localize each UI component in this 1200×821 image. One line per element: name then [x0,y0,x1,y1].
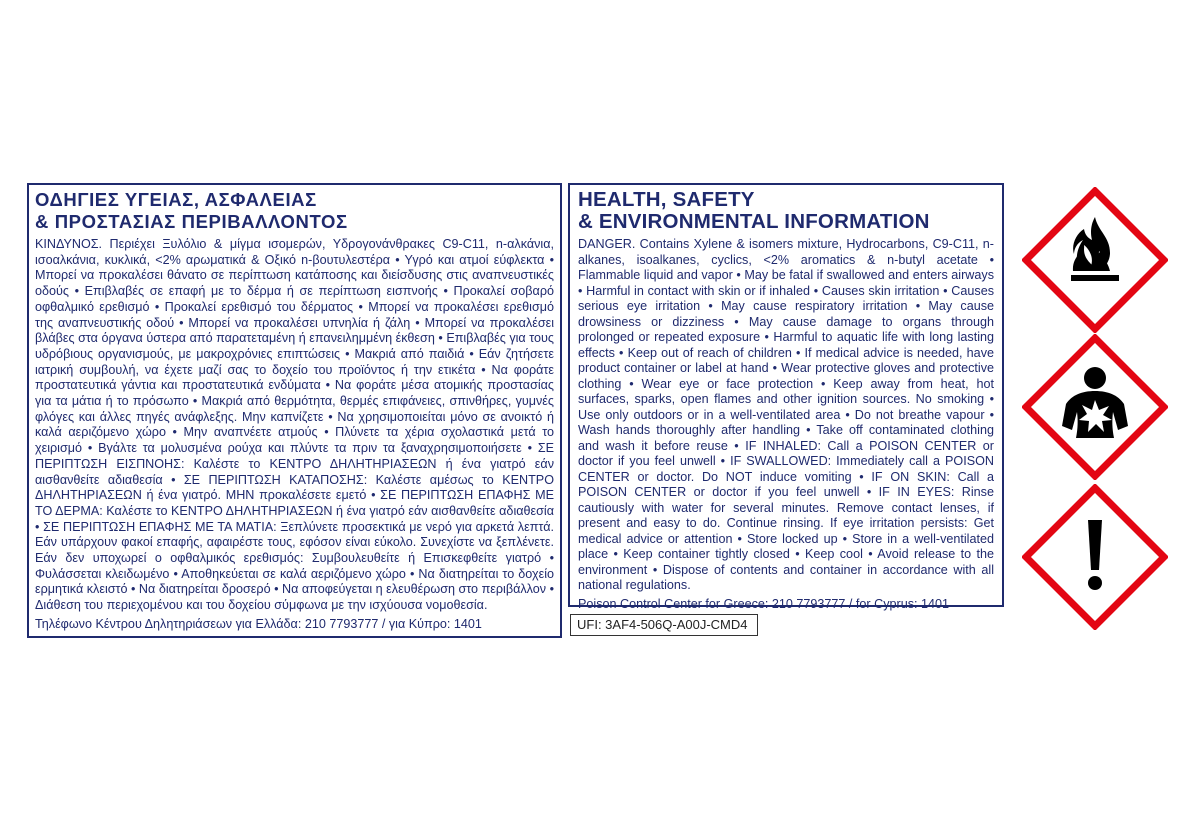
greek-title [35,189,554,233]
greek-body-text: ΚΙΝΔΥΝΟΣ. Περιέχει Ξυλόλιο & μίγμα ισομερών, Υδρογονάνθρακες C9-C11, n-αλκάνια, ισοαλκάνια, κυκλικά, <2% αρωματικά & Οξικό n-βουτυλεστέρα • Υγρό και ατμοί εύφλεκτα • Μπορεί να προκαλέσει θάνατο σε περίπτωση κατάποσης και διείσδυσης στις αναπνευστικές οδούς • Επιβλαβές σε επαφή με το δέρμα ή σε περίπτωση εισπνοής • Προκαλεί σοβαρό οφθαλμικό ερεθισμό • Προκαλεί ερεθισμό του δέρματος • Μπορεί να προκαλέσει ερεθισμό της αναπνευστικής οδού • Μπορεί να προκαλέσει υπνηλία ή ζάλη • Μπορεί να προκαλέσει βλάβες στα όργανα ύστερα από παρατεταμένη ή επανειλημμένη έκθεση • Επιβλαβές για τους υδρόβιους οργανισμούς, με μακροχρόνιες επιπτώσεις • Μακριά από παιδιά • Εάν ζητήσετε ιατρική συμβουλή, να έχετε μαζί σας το δοχείο του προϊόντος ή την ετικέτα • Να φοράτε προστατευτικά γάντια και προστατευτικά ενδύματα • Να φοράτε μέσα ατομικής προστασίας για τα μάτια ή το πρόσωπο • Μακριά από θερμότητα, θερμές επιφάνειες, σπινθήρες, γυμνές φλόγες και άλλες πηγές ανάφλεξης. Μην καπνίζετε • Να χρησιμοποιείται μόνο σε ανοικτό ή καλά αεριζόμενο χώρο • Μην αναπνέετε ατμούς • Πλύνετε τα χέρια σχολαστικά μετά το χειρισμό • Βγάλτε τα μολυσμένα ρούχα και πλύντε τα πριν τα ξαναχρησιμοποιήσετε • ΣΕ ΠΕΡΙΠΤΩΣΗ ΕΙΣΠΝΟΗΣ: Καλέστε το ΚΕΝΤΡΟ ΔΗΛΗΤΗΡΙΑΣΕΩΝ ή ένα γιατρό εάν αισθανθείτε αδιαθεσία • ΣΕ ΠΕΡΙΠΤΩΣΗ ΚΑΤΑΠΟΣΗΣ: Καλέστε αμέσως το ΚΕΝΤΡΟ ΔΗΛΗΤΗΡΙΑΣΕΩΝ ή ένα γιατρό. ΜΗΝ προκαλέσετε εμετό • ΣΕ ΠΕΡΙΠΤΩΣΗ ΕΠΑΦΗΣ ΜΕ ΤΟ ΔΕΡΜΑ: Καλέστε το ΚΕΝΤΡΟ ΔΗΛΗΤΗΡΙΑΣΕΩΝ ή ένα γιατρό εάν αισθανθείτε αδιαθεσία • ΣΕ ΠΕΡΙΠΤΩΣΗ ΕΠΑΦΗΣ ΜΕ ΤΑ ΜΑΤΙΑ: Ξεπλύνετε προσεκτικά με νερό για αρκετά λεπτά. Εάν υπάρχουν φακοί επαφής, αφαιρέστε τους, εφόσον είναι εύκολο. Συνεχίστε να ξεπλένετε. Εάν δεν υποχωρεί ο οφθαλμικός ερεθισμός: Συμβουλευθείτε ή Επισκεφθείτε γιατρό • Φυλάσσεται κλειδωμένο • Αποθηκεύεται σε καλά αεριζόμενο χώρο • Να διατηρείται το δοχείο ερμητικά κλειστό • Να διατηρείται δροσερό • Να αποφεύγεται η ελευθέρωση στο περιβάλλον • Διάθεση του περιεχομένου και του δοχείου σύμφωνα με την ισχύουσα νομοθεσία. [35,237,555,613]
english-title-line2: & ENVIRONMENTAL INFORMATION [578,210,930,233]
english-safety-panel [568,183,1004,611]
english-title [578,189,994,233]
flame-icon [1022,187,1168,333]
exclamation-mark-icon [1022,484,1168,630]
greek-safety-panel [27,183,562,638]
greek-title-line1: ΟΔΗΓΙΕΣ ΥΓΕΙΑΣ, ΑΣΦΑΛΕΙΑΣ [35,189,317,210]
english-title-line1: HEALTH, SAFETY [578,188,755,211]
greek-title-line2: & ΠΡΟΣΤΑΣΙΑΣ ΠΕΡΙΒΑΛΛΟΝΤΟΣ [35,211,348,232]
greek-poison-contact: Τηλέφωνο Κέντρου Δηλητηριάσεων για Ελλάδα: 210 7793777 / για Κύπρο: 1401 [35,616,482,631]
ufi-code: UFI: 3AF4-506Q-A00J-CMD4 [570,614,758,636]
health-hazard-icon [1022,334,1168,480]
english-body-text: DANGER. Contains Xylene & isomers mixture, Hydrocarbons, C9-C11, n-alkanes, isoalkanes, cyclics, <2% aromatics & n-butyl acetate • Flammable liquid and vapor • May be fatal if swallowed and enters airways • Harmful in contact with skin or if inhaled • Causes skin irritation • Causes serious eye irritation • May cause respiratory irritation • May cause drowsiness or dizziness • May cause damage to organs through prolonged or repeated exposure • Harmful to aquatic life with long lasting effects • Keep out of reach of children • If medical advice is needed, have product container or label at hand • Wear protective gloves and protective clothing • Wear eye or face protection • Keep away from heat, hot surfaces, sparks, open flames and other ignition sources. No smoking • Use only outdoors or in a well-ventilated area • Do not breathe vapour • Wash hands thoroughly after handling • Take off contaminated clothing and wash it before reuse • IF INHALED: Call a POISON CENTER or doctor if you feel unwell • IF SWALLOWED: Immediately call a POISON CENTER or doctor. Do NOT induce vomiting • IF ON SKIN: Call a POISON CENTER or doctor if you feel unwell • IF IN EYES: Rinse cautiously with water for several minutes. Remove contact lenses, if present and easy to do. Continue rinsing. If eye irritation persists: Get medical advice or attention • Store locked up • Store in a well-ventilated place • Keep container tightly closed • Keep cool • Avoid release to the environment • Dispose of contents and container in accordance with all national regulations. [578,237,994,592]
english-poison-contact: Poison Control Center for Greece: 210 7793777 / for Cyprus: 1401 [578,596,950,611]
